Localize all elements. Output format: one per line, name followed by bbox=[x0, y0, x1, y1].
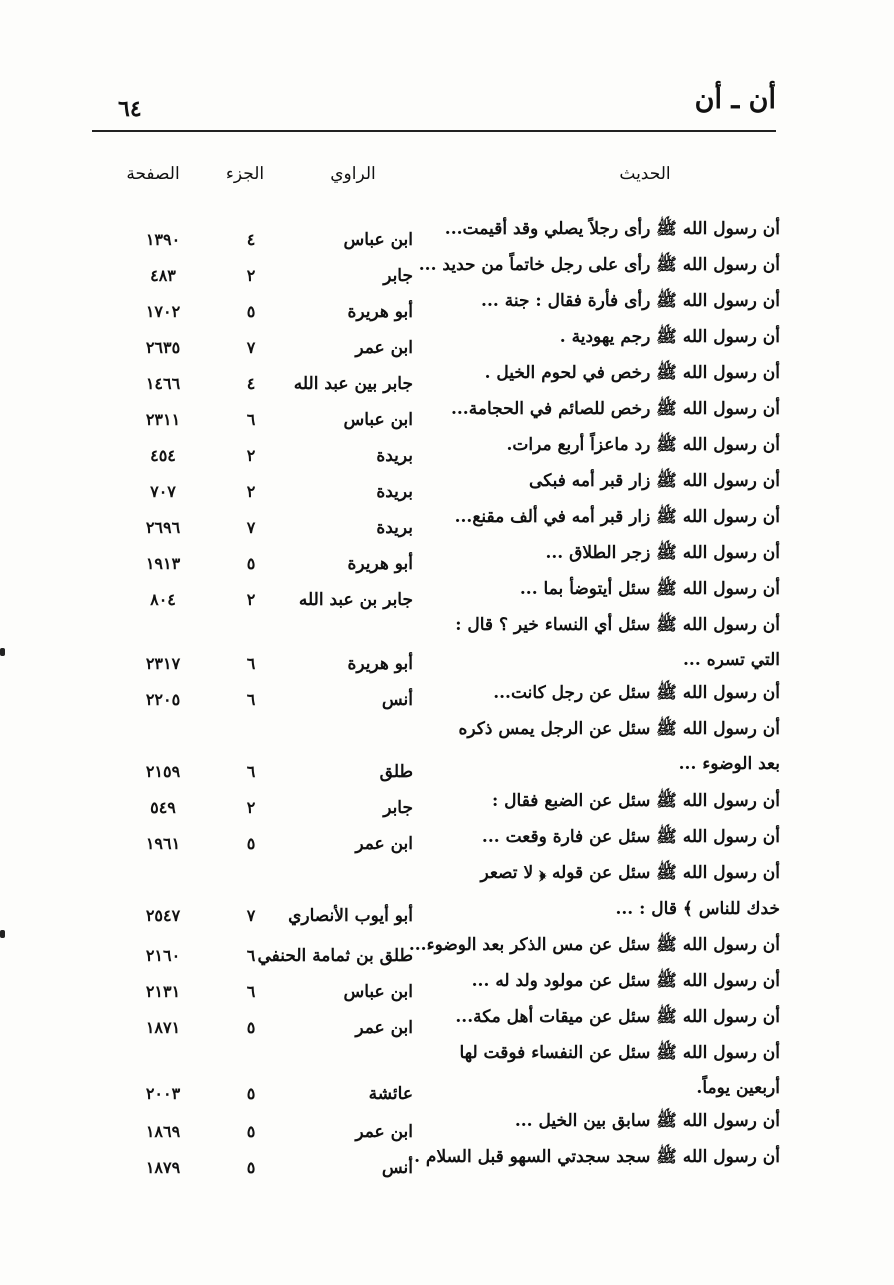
volume-number: ٦ bbox=[246, 410, 256, 429]
volume-number: ٦ bbox=[246, 690, 256, 709]
hadith-text: أن رسول الله ﷺ سجد سجدتي السهو قبل السلام . bbox=[414, 1147, 780, 1167]
hadith-text: أن رسول الله ﷺ رأى على رجل خاتماً من حديد ... bbox=[418, 255, 780, 275]
hadith-text: أن رسول الله ﷺ رأى فأرة فقال : جنة ... bbox=[481, 291, 780, 311]
volume-number: ٢ bbox=[246, 798, 256, 817]
volume-number: ٧ bbox=[246, 906, 256, 925]
narrator-name: أنس bbox=[381, 690, 413, 710]
volume-number: ٢ bbox=[246, 266, 256, 285]
hadith-text: أن رسول الله ﷺ سئل عن مولود ولد له ... bbox=[471, 971, 780, 991]
volume-number: ٥ bbox=[246, 1122, 256, 1141]
page-reference: ٢٠٠٣ bbox=[145, 1084, 181, 1103]
narrator-name: بريدة bbox=[376, 446, 413, 466]
narrator-name: جابر بين عبد الله bbox=[293, 374, 413, 394]
hadith-text: أن رسول الله ﷺ سئل أي النساء خير ؟ قال : bbox=[455, 615, 780, 635]
hadith-text: أن رسول الله ﷺ زار قبر أمه فبكى bbox=[529, 471, 780, 491]
header-rule bbox=[92, 130, 776, 132]
narrator-name: بريدة bbox=[376, 518, 413, 538]
hadith-text: أن رسول الله ﷺ سابق بين الخيل ... bbox=[514, 1111, 780, 1131]
narrator-name: ابن عباس bbox=[343, 230, 413, 250]
volume-number: ٥ bbox=[246, 1158, 256, 1177]
narrator-name: ابن عباس bbox=[343, 410, 413, 430]
page-reference: ٢٣١١ bbox=[145, 410, 181, 429]
running-title: أن ـ أن bbox=[694, 84, 776, 115]
column-header-page: الصفحة bbox=[126, 164, 180, 184]
narrator-name: طلق بن ثمامة الحنفي bbox=[257, 946, 413, 966]
volume-number: ٤ bbox=[246, 374, 256, 393]
hadith-text: أن رسول الله ﷺ سئل أيتوضأ بما ... bbox=[519, 579, 780, 599]
volume-number: ٦ bbox=[246, 946, 256, 965]
hadith-text: أن رسول الله ﷺ سئل عن ميقات أهل مكة... bbox=[455, 1007, 780, 1027]
page-reference: ١٣٩٠ bbox=[145, 230, 181, 249]
narrator-name: ابن عمر bbox=[355, 1122, 413, 1142]
narrator-name: ابن عمر bbox=[355, 338, 413, 358]
margin-mark bbox=[0, 930, 5, 938]
hadith-text: أن رسول الله ﷺ سئل عن الضبع فقال : bbox=[491, 791, 780, 811]
page-reference: ١٨٧٩ bbox=[145, 1158, 181, 1177]
volume-number: ٢ bbox=[246, 590, 256, 609]
narrator-name: طلق bbox=[379, 762, 413, 782]
volume-number: ٤ bbox=[246, 230, 256, 249]
hadith-text-continuation: التي تسره ... bbox=[683, 650, 780, 670]
hadith-text: أن رسول الله ﷺ رخص في لحوم الخيل . bbox=[484, 363, 780, 383]
volume-number: ٥ bbox=[246, 834, 256, 853]
hadith-text: أن رسول الله ﷺ زار قبر أمه في ألف مقنع... bbox=[454, 507, 780, 527]
hadith-text: أن رسول الله ﷺ رخص للصائم في الحجامة... bbox=[450, 399, 780, 419]
page-reference: ١٩١٣ bbox=[145, 554, 181, 573]
column-header-hadith: الحديث bbox=[619, 164, 671, 184]
page-reference: ٢١٦٠ bbox=[145, 946, 181, 965]
page-reference: ٧٠٧ bbox=[150, 482, 176, 501]
page-reference: ١٩٦١ bbox=[145, 834, 181, 853]
hadith-text-continuation: خدك للناس ﴾ قال : ... bbox=[615, 899, 780, 919]
page-reference: ١٧٠٢ bbox=[145, 302, 181, 321]
narrator-name: عائشة bbox=[368, 1084, 413, 1104]
hadith-text: أن رسول الله ﷺ سئل عن فارة وقعت ... bbox=[481, 827, 780, 847]
narrator-name: جابر bbox=[383, 798, 413, 818]
hadith-text: أن رسول الله ﷺ سئل عن الرجل يمس ذكره bbox=[458, 719, 780, 739]
hadith-text: أن رسول الله ﷺ سئل عن قوله ﴿ لا تصعر bbox=[480, 863, 780, 883]
hadith-text-continuation: أربعين يوماً. bbox=[696, 1078, 780, 1098]
page-reference: ٢١٥٩ bbox=[145, 762, 181, 781]
hadith-text: أن رسول الله ﷺ سئل عن النفساء فوقت لها bbox=[459, 1043, 780, 1063]
volume-number: ٧ bbox=[246, 338, 256, 357]
page-reference: ١٤٦٦ bbox=[145, 374, 181, 393]
page-reference: ١٨٧١ bbox=[145, 1018, 181, 1037]
hadith-text: أن رسول الله ﷺ سئل عن رجل كانت... bbox=[493, 683, 780, 703]
narrator-name: أبو أيوب الأنصاري bbox=[288, 906, 413, 926]
volume-number: ٢ bbox=[246, 446, 256, 465]
narrator-name: بريدة bbox=[376, 482, 413, 502]
page-reference: ٢٦٩٦ bbox=[145, 518, 181, 537]
page-reference: ٤٥٤ bbox=[150, 446, 176, 465]
narrator-name: ابن عمر bbox=[355, 834, 413, 854]
volume-number: ٦ bbox=[246, 982, 256, 1001]
narrator-name: ابن عمر bbox=[355, 1018, 413, 1038]
page-reference: ٢٥٤٧ bbox=[145, 906, 181, 925]
hadith-text: أن رسول الله ﷺ سئل عن مس الذكر بعد الوضوء... bbox=[408, 935, 780, 955]
hadith-text: أن رسول الله ﷺ رجم يهودية . bbox=[559, 327, 780, 347]
volume-number: ٥ bbox=[246, 1018, 256, 1037]
narrator-name: جابر bbox=[383, 266, 413, 286]
volume-number: ٥ bbox=[246, 302, 256, 321]
narrator-name: أبو هريرة bbox=[347, 302, 413, 322]
page-reference: ٨٠٤ bbox=[150, 590, 176, 609]
hadith-text-continuation: بعد الوضوء ... bbox=[678, 754, 780, 774]
volume-number: ٥ bbox=[246, 1084, 256, 1103]
margin-mark bbox=[0, 648, 5, 656]
volume-number: ٦ bbox=[246, 762, 256, 781]
narrator-name: جابر بن عبد الله bbox=[298, 590, 413, 610]
volume-number: ٥ bbox=[246, 554, 256, 573]
column-header-part: الجزء bbox=[225, 164, 265, 184]
page-reference: ٢٦٣٥ bbox=[145, 338, 181, 357]
volume-number: ٢ bbox=[246, 482, 256, 501]
page-reference: ٢٢٠٥ bbox=[145, 690, 181, 709]
page-number: ٦٤ bbox=[118, 96, 142, 122]
narrator-name: أنس bbox=[381, 1158, 413, 1178]
hadith-text: أن رسول الله ﷺ رد ماعزاً أربع مرات. bbox=[506, 435, 780, 455]
narrator-name: أبو هريرة bbox=[347, 554, 413, 574]
page-reference: ٥٤٩ bbox=[150, 798, 176, 817]
volume-number: ٧ bbox=[246, 518, 256, 537]
hadith-text: أن رسول الله ﷺ رأى رجلاً يصلي وقد أقيمت... bbox=[444, 219, 780, 239]
hadith-text: أن رسول الله ﷺ زجر الطلاق ... bbox=[545, 543, 780, 563]
narrator-name: أبو هريرة bbox=[347, 654, 413, 674]
page-reference: ٢٣١٧ bbox=[145, 654, 181, 673]
page-reference: ٤٨٣ bbox=[150, 266, 176, 285]
narrator-name: ابن عباس bbox=[343, 982, 413, 1002]
volume-number: ٦ bbox=[246, 654, 256, 673]
page-reference: ١٨٦٩ bbox=[145, 1122, 181, 1141]
column-header-narrator: الراوي bbox=[330, 164, 376, 184]
page-reference: ٢١٣١ bbox=[145, 982, 181, 1001]
